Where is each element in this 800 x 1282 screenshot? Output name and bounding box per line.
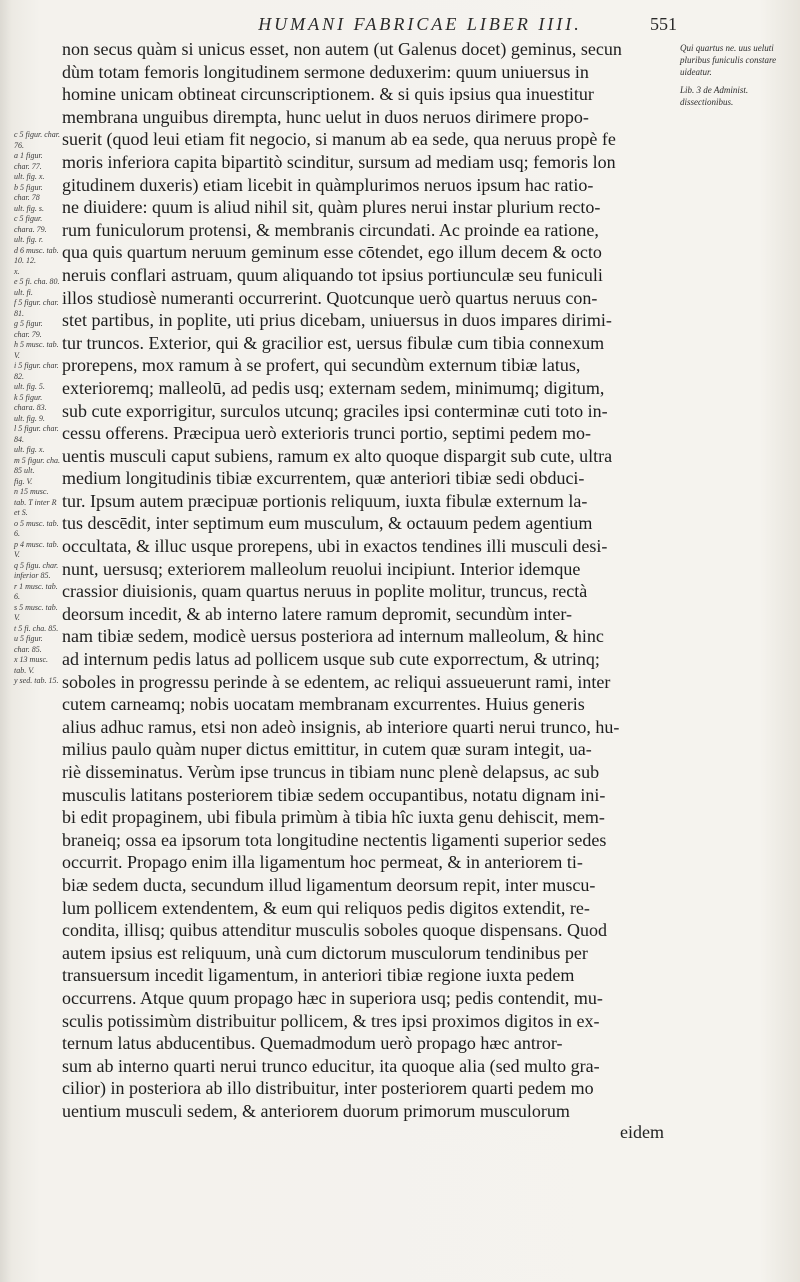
margin-note: ult. fig. x. xyxy=(14,445,45,454)
text-line: nunt, uersusq; exteriorem malleolum reuolui incipiunt. Interior idemque xyxy=(62,558,581,579)
margin-note: m 5 figur. cha. 85 ult. xyxy=(14,455,60,475)
text-line: ternum latus abducentibus. Quemadmodum uerò propago hæc antror- xyxy=(62,1033,563,1054)
text-line: occurrit. Propago enim illa ligamentum hoc permeat, & in anteriorem ti- xyxy=(62,852,583,873)
margin-note: c 5 figur. chara. 79. xyxy=(14,214,47,234)
margin-note: k 5 figur. chara. 83. xyxy=(14,392,47,412)
margin-note: n 15 musc. tab. T inter R et S. xyxy=(14,487,57,517)
text-line: moris inferiora capita bipartitò scinditur, sursum ad mediam usq; femoris lon xyxy=(62,151,616,172)
margin-note: ult. fig. 9. xyxy=(14,413,45,423)
text-line: occultata, & illuc usque prorepens, ubi in exactos tendines illi musculi desi- xyxy=(62,536,608,557)
margin-note: o 5 musc. tab. 6. xyxy=(14,518,59,538)
margin-note: u 5 figur. char. 85. xyxy=(14,634,43,654)
margin-note: c 5 figur. char. 76. xyxy=(14,130,60,150)
margin-note: ult. fig. 5. xyxy=(14,382,45,391)
text-line: homine unicam obtineat circunscriptionem. & si quis ipsius qua inuestitur xyxy=(62,84,594,105)
text-line: sum ab interno quarti nerui trunco educitur, ita quoque alia (sed multo gra- xyxy=(62,1055,600,1076)
text-line: nam tibiæ sedem, modicè uersus posteriora ad internum malleolum, & hinc xyxy=(62,626,604,647)
gutter-shadow xyxy=(0,0,12,1282)
text-line: stet partibus, in poplite, uti prius dicebam, uniuersus in duos impares dirimi- xyxy=(62,310,612,331)
margin-note: ult. fig. r. xyxy=(14,235,44,244)
text-line: alius adhuc ramus, etsi non adeò insignis, ab interiore quarti nerui trunco, hu- xyxy=(62,716,620,737)
text-line: neruis conflari astruam, quum aliquando tot ipsius portiunculæ seu funiculi xyxy=(62,264,603,285)
text-line: condita, illisq; quibus attenditur musculis soboles quoque dispensans. Quod xyxy=(62,920,607,941)
text-line: uentis musculi caput subiens, ramum ex alto quoque dispargit sub cute, ultra xyxy=(62,445,613,466)
text-line: ne diuidere: quum is aliud nihil sit, quàm plures nerui instar plurium recto- xyxy=(62,197,601,218)
text-line: milius paulo quàm nuper dictus emittitur, in cutem quæ suram integit, ua- xyxy=(62,739,592,760)
margin-note: Qui quartus ne. uus ueluti pluribus funiculis constare uideatur. xyxy=(680,43,777,77)
text-line: soboles in progressu perinde à se edentem, ac reliqui assueuerunt rami, inter xyxy=(62,671,611,692)
text-line: ad internum pedis latus ad pollicem usque sub cute exporrectum, & utrinq; xyxy=(62,649,600,670)
margin-note: f 5 figur. char. 81. xyxy=(14,298,59,318)
text-line: tus descēdit, inter septimum eum musculum, & octauum pedem agentium xyxy=(62,513,593,534)
margin-note: y sed. tab. 15. xyxy=(14,676,59,685)
main-text-block xyxy=(62,38,678,1123)
text-line: bi edit propaginem, ubi fibula primùm à tibia hîc iuxta genu dehiscit, mem- xyxy=(62,807,605,828)
text-line: gitudinem duxeris) etiam licebit in quàmplurimos neruos ipsum hac ratio- xyxy=(62,174,594,195)
text-line: cutem carneamq; nobis uocatam membranam excurrentes. Huius generis xyxy=(62,694,585,715)
margin-note: Lib. 3 de Administ. dissectionibus. xyxy=(680,85,749,107)
text-line: occurrens. Atque quum propago hæc in superiora usq; pedis contendit, mu- xyxy=(62,987,603,1008)
text-line: cilior) in posteriora ab illo distribuitur, inter posteriorem quarti pedem mo xyxy=(62,1078,594,1099)
margin-note: e 5 fi. cha. 80. ult. fi. xyxy=(14,277,60,297)
margin-note: s 5 musc. tab. V. xyxy=(14,602,58,622)
text-line: medium longitudinis tibiæ excurrentem, quæ anteriori tibiæ sedi obduci- xyxy=(62,468,585,489)
left-margin-notes xyxy=(14,130,60,687)
margin-note: fig. V. xyxy=(14,476,33,486)
text-line: illos studiosè numeranti occurrerint. Quotcunque uerò quartus neruus con- xyxy=(62,287,598,308)
text-line: biæ sedem ducta, secundum illud ligamentum deorsum repit, inter muscu- xyxy=(62,874,596,895)
text-line: crassior diuisionis, quam quartus neruus in poplite molitur, truncus, rectà xyxy=(62,581,588,602)
text-line: cessu offerens. Præcipua uerò exterioris trunci portio, septimi pedem mo- xyxy=(62,423,592,444)
margin-note: h 5 musc. tab. V. xyxy=(14,340,59,360)
text-line: exterioremq; malleolū, ad pedis usq; externam sedem, minimumq; digitum, xyxy=(62,377,605,398)
text-line: prorepens, mox ramum à se profert, qui secundùm externum tibiæ latus, xyxy=(62,355,581,376)
text-line: suerit (quod leui etiam fit negocio, si manum ab ea sede, qua neruus propè fe xyxy=(62,129,616,150)
margin-note: x 13 musc. tab. V. xyxy=(14,655,48,675)
text-line: sub cute exporrigitur, surculos utcunq; graciles ipsi conterminæ cuti toto in- xyxy=(62,400,608,421)
text-line: deorsum incedit, & ab interno latere ramum depromit, secundùm inter- xyxy=(62,603,572,624)
margin-note: t 5 fi. cha. 85. xyxy=(14,623,59,633)
text-line: braneiq; ossa ea ipsorum tota longitudine nectentis ligamenti superior sedes xyxy=(62,829,607,850)
text-line: tur. Ipsum autem præcipuæ portionis reliquum, iuxta fibulæ externum la- xyxy=(62,490,588,511)
text-line: non secus quàm si unicus esset, non autem (ut Galenus docet) geminus, secun xyxy=(62,39,622,59)
margin-note: g 5 figur. char. 79. xyxy=(14,319,43,339)
margin-note: ult. fig. x. xyxy=(14,172,45,181)
text-line: transuersum incedit ligamentum, in anteriori tibiæ regione iuxta pedem xyxy=(62,965,575,986)
page-number: 551 xyxy=(650,14,677,34)
margin-note: q 5 figu. char. inferior 85. xyxy=(14,560,59,580)
margin-note: ult. fig. s. xyxy=(14,203,45,213)
text-line: membrana unguibus dirempta, hunc uelut in duos neruos dirimere propo- xyxy=(62,106,589,127)
margin-note: x. xyxy=(14,266,20,276)
text-line: uentium musculi sedem, & anteriorem duorum primorum musculorum xyxy=(62,1100,570,1121)
text-line: riè disseminatus. Verùm ipse truncus in tibiam nunc plenè delapsus, ac sub xyxy=(62,762,600,782)
text-line: autem ipsius est reliquum, unà cum dictorum musculorum tendinibus per xyxy=(62,942,588,963)
margin-note: a 1 figur. char. 77. xyxy=(14,151,43,171)
text-line: musculis latitans posteriorem tibiæ sedem occupantibus, notatu dignam ini- xyxy=(62,784,606,805)
margin-note: p 4 musc. tab. V. xyxy=(14,539,59,559)
text-line: rum funiculorum protensi, & membranis circundati. Ac proinde ea ratione, xyxy=(62,219,599,240)
margin-note: r 1 musc. tab. 6. xyxy=(14,581,58,601)
right-margin-notes xyxy=(680,42,780,114)
text-line: dùm totam femoris longitudinem sermone deduxerim: quum uniuersus in xyxy=(62,61,589,82)
margin-note: d 6 musc. tab. 10. 12. xyxy=(14,245,59,265)
margin-note: l 5 figur. char. 84. xyxy=(14,424,59,444)
text-line: qua quis quartum neruum geminum esse cōtendet, ego illum decem & octo xyxy=(62,242,602,263)
text-line: lum pollicem extendentem, & eum qui reliquos pedis digitos extendit, re- xyxy=(62,897,590,918)
text-line: sculis potissimùm distribuitur pollicem, & tres ipsi proximos digitos in ex- xyxy=(62,1010,600,1031)
margin-note: b 5 figur. char. 78 xyxy=(14,182,43,202)
margin-note: i 5 figur. char. 82. xyxy=(14,361,59,381)
running-title: HUMANI FABRICAE LIBER IIII. xyxy=(258,14,582,34)
catchword: eidem xyxy=(620,1122,664,1142)
text-line: tur truncos. Exterior, qui & gracilior est, uersus fibulæ cum tibia connexum xyxy=(62,332,605,353)
